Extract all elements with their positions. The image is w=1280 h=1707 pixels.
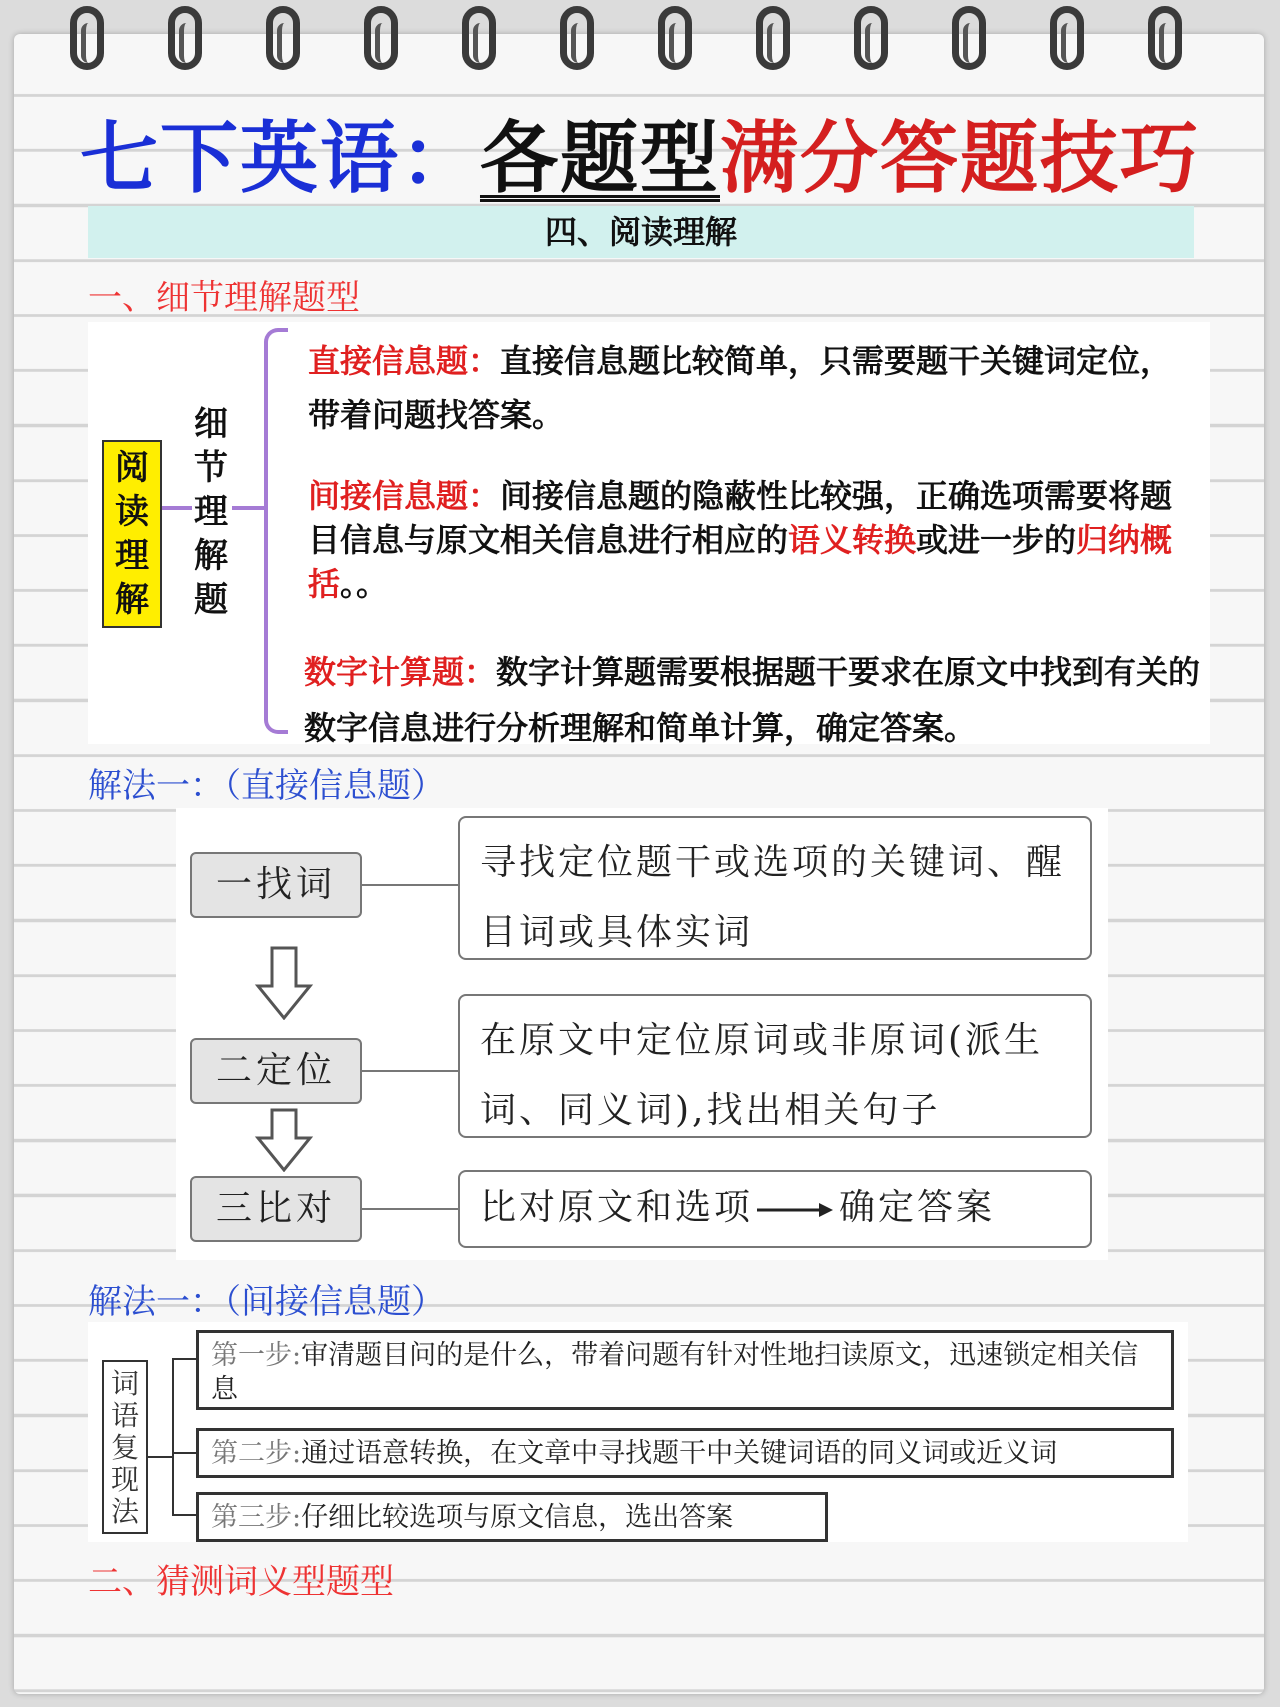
spiral-ring-icon (658, 6, 692, 70)
item-label: 数字计算题： (304, 653, 497, 691)
tree-branch-char: 细 (194, 404, 228, 444)
tree-bracket (264, 328, 288, 734)
title-part-blue: 七下英语： (79, 114, 480, 204)
section-heading-guess: 二、猜测词义型题型 (88, 1562, 394, 1602)
flow-connector (362, 1208, 460, 1210)
spiral-ring-icon (952, 6, 986, 70)
flow-step-compare: 三比对 (190, 1176, 362, 1242)
section-banner: 四、阅读理解 (88, 206, 1194, 258)
tree-root-box (102, 440, 162, 628)
step-text: 通过语意转换，在文章中寻找题干中关键词语的同义词或近义词 (301, 1438, 1058, 1469)
tree-root-char: 读 (115, 492, 149, 532)
down-arrow-icon (254, 946, 314, 1020)
spiral-ring-icon (1148, 6, 1182, 70)
down-arrow-icon (254, 1108, 314, 1172)
step-one-box (196, 1330, 1174, 1410)
tree-branch-char: 理 (194, 492, 228, 532)
tree-branch-char: 节 (194, 448, 228, 488)
item-label: 间接信息题： (308, 477, 501, 515)
bracket (172, 1358, 196, 1516)
spiral-ring-icon (1050, 6, 1084, 70)
section-heading-detail: 一、细节理解题型 (88, 278, 360, 318)
flow-step-locate: 二定位 (190, 1038, 362, 1104)
title-part-black: 各题型 (479, 114, 720, 204)
method-root-char: 复 (110, 1431, 139, 1464)
item-highlight: 归纳概括 (308, 521, 1173, 603)
step-three-box (196, 1492, 828, 1542)
right-arrow-icon (757, 1200, 835, 1220)
spiral-ring-icon (364, 6, 398, 70)
method-root-char: 语 (110, 1399, 139, 1432)
spiral-ring-icon (756, 6, 790, 70)
bracket-tick (172, 1452, 196, 1454)
title-part-red: 满分答题技巧 (720, 114, 1201, 204)
tree-item-indirect (308, 474, 1194, 606)
flow-desc-locate: 在原文中定位原词或非原词(派生词、同义词),找出相关句子 (458, 994, 1092, 1138)
tree-item-numeric (304, 644, 1204, 756)
step-label: 第二步: (211, 1438, 302, 1469)
spiral-ring-icon (70, 6, 104, 70)
step-two-box (196, 1428, 1174, 1478)
tree-connector (232, 506, 266, 510)
step-label: 第一步: (211, 1340, 302, 1371)
step-text: 审清题目问的是什么，带着问题有针对性地扫读原文，迅速锁定相关信息 (211, 1340, 1139, 1405)
method-heading-direct: 解法一：（直接信息题） (88, 766, 445, 806)
spiral-ring-icon (266, 6, 300, 70)
flow-desc-find: 寻找定位题干或选项的关键词、醒目词或具体实词 (458, 816, 1092, 960)
bracket-connector (148, 1456, 174, 1458)
item-text: 直接信息题比较简单，只需要题干关键词定位，带着问题找答案。 (308, 342, 1173, 434)
spiral-ring-icon (168, 6, 202, 70)
method-root-box (102, 1360, 148, 1534)
compare-text: 比对原文和选项 (480, 1187, 754, 1228)
flow-connector (362, 884, 460, 886)
tree-root-char: 理 (115, 536, 149, 576)
method-root-char: 词 (110, 1367, 139, 1400)
method-root-char: 法 (110, 1495, 139, 1528)
step-text: 仔细比较选项与原文信息，选出答案 (301, 1502, 734, 1533)
tree-item-direct (308, 334, 1194, 442)
tree-root-char: 解 (115, 580, 149, 620)
item-text: 数字计算题需要根据题干要求在原文中找到有关的数字信息进行分析理解和简单计算，确定答案。 (304, 653, 1201, 747)
tree-branch-label (186, 402, 236, 622)
tree-branch-char: 题 (194, 580, 228, 620)
item-text: 或进一步的 (916, 521, 1077, 559)
compare-result: 确定答案 (839, 1187, 996, 1228)
tree-branch-char: 解 (194, 536, 228, 576)
item-text: 。。 (340, 565, 389, 603)
flow-step-find: 一找词 (190, 852, 362, 918)
item-highlight: 语义转换 (788, 521, 917, 559)
flow-desc-compare (458, 1170, 1092, 1248)
tree-root-char: 阅 (115, 448, 149, 488)
method-heading-indirect: 解法一：（间接信息题） (88, 1282, 445, 1322)
page-title (0, 96, 1280, 208)
flow-connector (362, 1070, 460, 1072)
spiral-ring-icon (560, 6, 594, 70)
item-label: 直接信息题： (308, 342, 501, 380)
method-root-char: 现 (110, 1463, 139, 1496)
spiral-ring-icon (462, 6, 496, 70)
step-label: 第三步: (211, 1502, 302, 1533)
item-text: 间接信息题的隐蔽性比较强，正确选项需要将题目信息与原文相关信息进行相应的 (308, 477, 1173, 559)
spiral-ring-icon (854, 6, 888, 70)
